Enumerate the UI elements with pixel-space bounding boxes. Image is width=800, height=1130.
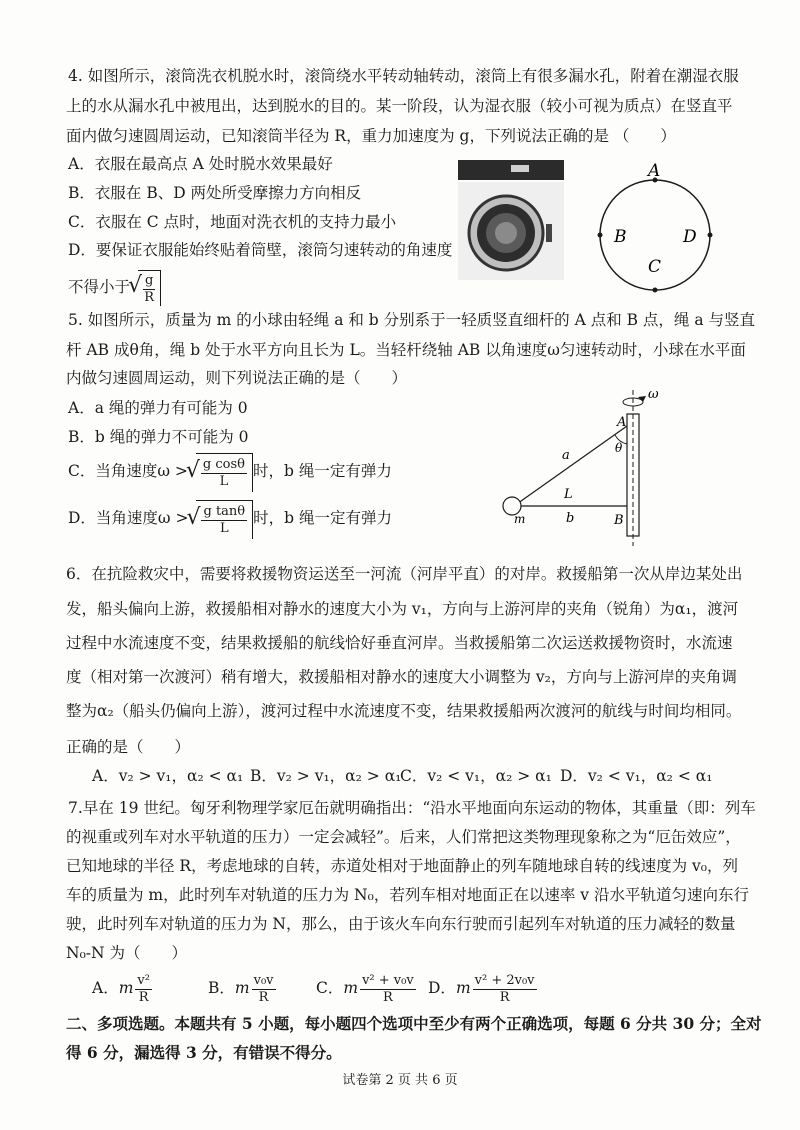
q6-option-a: A．v₂ > v₁，α₂ < α₁ bbox=[92, 767, 244, 785]
point-d bbox=[708, 233, 713, 238]
q4-d-denominator: R bbox=[144, 289, 155, 305]
q6-option-b: B．v₂ > v₁，α₂ > α₁ bbox=[250, 767, 402, 785]
q5-option-b: B．b 绳的弹力不可能为 0 bbox=[68, 428, 249, 446]
label-b: B bbox=[614, 227, 627, 247]
q7-a-label: A． bbox=[92, 979, 119, 997]
q7-option-b bbox=[208, 968, 278, 1008]
q6-stem-line-5: 整为α₂（船头仍偏向上游），渡河过程中水流速度不变，结果救援船两次渡河的航线与时间均相同。 bbox=[66, 702, 742, 720]
q7-stem-line-6: N₀-N 为（ ） bbox=[66, 944, 188, 962]
q4-option-d: D．要保证衣服能始终贴着筒壁，滚筒匀速转动的角速度 bbox=[68, 241, 453, 259]
q4-stem-line-2: 上的水从漏水孔中被甩出，达到脱水的目的。某一阶段，认为湿衣服（较小可视为质点）在竖直平 bbox=[66, 97, 733, 115]
q4-stem-line-3: 面内做匀速圆周运动，已知滚筒半径为 R，重力加速度为 g，下列说法正确的是 （ ） bbox=[66, 127, 676, 145]
q7-c-denominator: R bbox=[382, 989, 393, 1005]
display-window bbox=[511, 165, 529, 172]
q4-option-a: A．衣服在最高点 A 处时脱水效果最好 bbox=[68, 155, 333, 173]
q6-option-c: C．v₂ < v₁，α₂ > α₁ bbox=[400, 767, 552, 785]
section-2-line-2: 得 6 分，漏选得 3 分，有错误不得分。 bbox=[66, 1043, 342, 1062]
q7-d-numerator: v² + 2v₀v bbox=[474, 972, 535, 988]
rope-a-label: a bbox=[562, 448, 570, 463]
q7-b-coef: m bbox=[234, 979, 250, 997]
q5-d-prefix: D．当角速度ω > bbox=[68, 509, 189, 527]
rope-b-label: b bbox=[566, 511, 575, 526]
q5-c-suffix: 时，b 绳一定有弹力 bbox=[252, 462, 392, 480]
q7-stem-line-2: 的视重或列车对水平轨道的压力）一定会减轻”。后来，人们常把这类物理现象称之为“厄缶效应”， bbox=[66, 828, 741, 846]
length-l-label: L bbox=[564, 487, 573, 502]
q7-stem-line-1: 7.早在 19 世纪。匈牙利物理学家厄缶就明确指出：“沿水平地面向东运动的物体，其重量（即：列车 bbox=[68, 799, 756, 817]
q7-c-numerator: v² + v₀v bbox=[362, 972, 414, 988]
q7-a-denominator: R bbox=[138, 989, 149, 1005]
q5-d-numerator: √ g tanθ bbox=[203, 504, 246, 519]
point-a-label: A bbox=[617, 415, 627, 430]
q7-b-numerator: v₀v bbox=[253, 972, 274, 988]
point-b-label: B bbox=[614, 513, 624, 528]
q5-stem-line-1: 5. 如图所示，质量为 m 的小球由轻绳 a 和 b 分别系于一轻质竖直细杆的 A 点和 B 点，绳 a 与竖直 bbox=[68, 311, 756, 329]
q5-stem-line-3: 内做匀速圆周运动，则下列说法正确的是（ ） bbox=[66, 369, 408, 387]
q7-c-label: C． bbox=[316, 979, 344, 997]
washing-machine-photo bbox=[456, 158, 566, 283]
q5-c-denominator: L bbox=[219, 474, 229, 489]
q6-option-d: D．v₂ < v₁，α₂ < α₁ bbox=[560, 767, 713, 785]
q7-d-denominator: R bbox=[499, 989, 510, 1005]
q7-d-coef: m bbox=[455, 979, 471, 997]
sqrt-symbol bbox=[196, 500, 253, 539]
omega-label: ω bbox=[648, 388, 659, 402]
q5-rod-diagram bbox=[480, 388, 680, 548]
q7-a-numerator: v² bbox=[137, 972, 150, 988]
q7-stem-line-4: 车的质量为 m，此时列车对轨道的压力为 N₀，若列车相对地面正在以速率 v 沿水平轨道匀速向东行 bbox=[66, 886, 749, 904]
point-b bbox=[598, 233, 603, 238]
section-2-line-1: 二、多项选题。本题共有 5 小题，每小题四个选项中至少有两个正确选项，每题 6 分共 30 分；全对 bbox=[66, 1014, 762, 1033]
q5-c-numerator: √ g cosθ bbox=[202, 457, 245, 472]
q4-circle-diagram bbox=[590, 160, 730, 300]
q7-d-label: D． bbox=[428, 979, 456, 997]
q7-b-denominator: R bbox=[258, 989, 269, 1005]
sqrt-symbol bbox=[138, 270, 161, 306]
q5-d-denominator: L bbox=[219, 521, 229, 536]
q7-stem-line-5: 驶，此时列车对轨道的压力为 N，那么，由于该火车向东行驶而引起列车对轨道的压力减轻的数量 bbox=[66, 915, 736, 933]
mass-m-label: m bbox=[514, 512, 526, 526]
q5-option-c bbox=[68, 452, 392, 492]
q6-stem-line-1: 6．在抗险救灾中，需要将救援物资运送至一河流（河岸平直）的对岸。救援船第一次从岸边某处出 bbox=[66, 565, 743, 583]
drum-center bbox=[495, 222, 517, 244]
q4-d-numerator: √ g bbox=[145, 272, 154, 288]
q7-c-coef: m bbox=[343, 979, 359, 997]
label-d: D bbox=[683, 227, 697, 247]
q4-option-d-tail-text: 不得小于 bbox=[68, 278, 131, 296]
q6-stem-line-3: 过程中水流速度不变，结果救援船的航线恰好垂直河岸。当救援船第二次运送救援物资时，水流速 bbox=[66, 634, 733, 652]
q5-stem-line-2: 杆 AB 成θ角，绳 b 处于水平方向且长为 L。当轻杆绕轴 AB 以角速度ω匀速转动时，小球在水平面 bbox=[66, 341, 746, 359]
q7-stem-line-3: 已知地球的半径 R，考虑地球的自转，赤道处相对于地面静止的列车随地球自转的线速度为 v₀，列 bbox=[66, 857, 738, 875]
q7-option-a bbox=[92, 968, 154, 1008]
q5-option-d bbox=[68, 499, 392, 539]
sqrt-symbol bbox=[196, 453, 253, 492]
q4-stem-line-1: 4. 如图所示，滚筒洗衣机脱水时，滚筒绕水平转动轴转动，滚筒上有很多漏水孔，附着在潮湿衣服 bbox=[68, 67, 739, 85]
q5-option-a: A．a 绳的弹力有可能为 0 bbox=[68, 399, 248, 417]
q7-option-c bbox=[316, 968, 418, 1008]
q7-b-label: B． bbox=[208, 979, 235, 997]
label-c: C bbox=[648, 257, 662, 277]
point-c bbox=[653, 288, 658, 293]
q7-a-coef: m bbox=[118, 979, 134, 997]
q4-option-c: C．衣服在 C 点时，地面对洗衣机的支持力最小 bbox=[68, 213, 397, 231]
q5-d-suffix: 时，b 绳一定有弹力 bbox=[253, 509, 392, 527]
q7-option-d bbox=[428, 968, 539, 1008]
q4-option-b: B．衣服在 B、D 两处所受摩擦力方向相反 bbox=[68, 184, 362, 202]
theta-label: θ bbox=[615, 441, 623, 455]
q5-c-prefix: C．当角速度ω > bbox=[68, 462, 188, 480]
door-handle bbox=[546, 224, 552, 242]
label-a: A bbox=[648, 161, 661, 181]
q4-option-d-tail bbox=[68, 270, 161, 306]
q6-stem-line-6: 正确的是（ ） bbox=[66, 738, 191, 756]
q6-stem-line-2: 发，船头偏向上游，救援船相对静水的速度大小为 v₁，方向与上游河岸的夹角（锐角）为α₁，渡河 bbox=[66, 600, 739, 618]
q6-stem-line-4: 度（相对第一次渡河）稍有增大，救援船相对静水的速度大小调整为 v₂，方向与上游河岸的夹角调 bbox=[66, 668, 737, 686]
page-footer: 试卷第 2 页 共 6 页 bbox=[342, 1073, 458, 1088]
